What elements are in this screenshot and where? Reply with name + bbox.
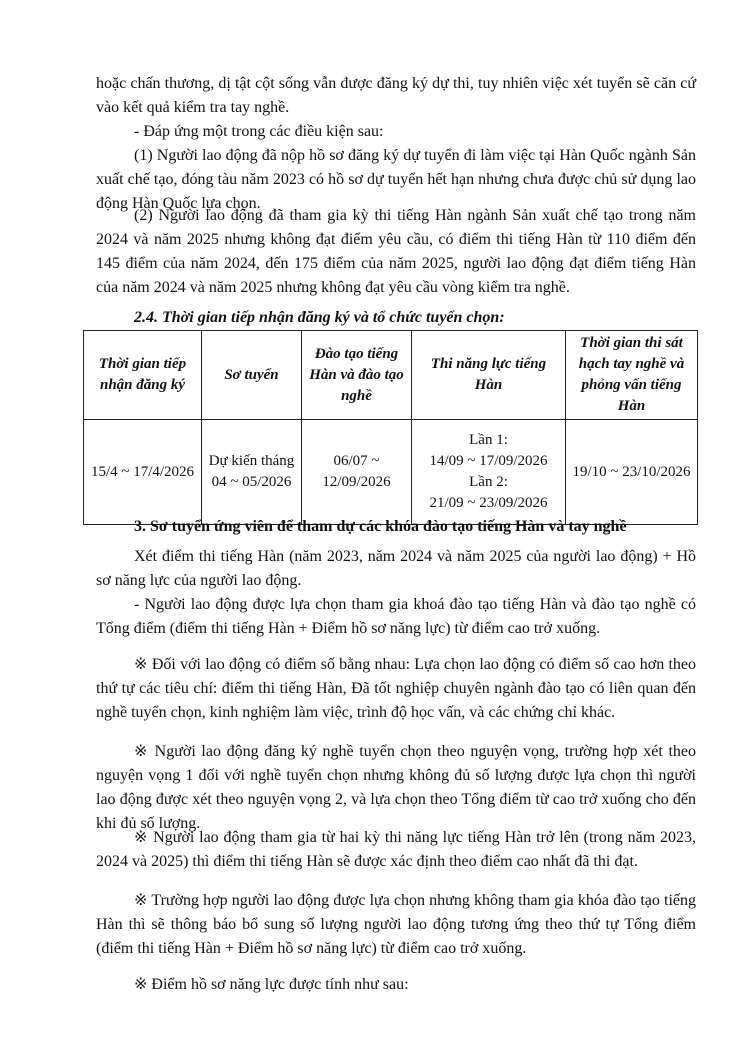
header-registration: Thời gian tiếp nhận đăng ký — [84, 331, 202, 420]
section-2-4-heading: 2.4. Thời gian tiếp nhận đăng ký và tổ chức tuyển chọn: — [134, 309, 505, 326]
condition-1: (1) Người lao động đã nộp hồ sơ đăng ký dự tuyển đi làm việc tại Hàn Quốc ngành Sản xuất chế tạo, đóng tàu năm 2023 có hồ sơ dự tuyển hết hạn nhưng chưa được chủ sử dụng lao động Hàn Quốc lựa chọn. — [96, 147, 696, 212]
header-korean-exam: Thi năng lực tiếng Hàn — [412, 331, 566, 420]
section-3-note-preferences: ※ Người lao động đăng ký nghề tuyển chọn theo nguyện vọng, trường hợp xét theo nguyện vọng 1 đối với nghề tuyển chọn nhưng không đủ số lượng được lựa chọn thì người lao động được xét theo nguyện vọng 2, và lựa chọn theo Tổng điểm từ cao trở xuống cho đến khi đủ số lượng. — [96, 743, 696, 832]
intro-continuation: hoặc chấn thương, dị tật cột sống vẫn được đăng ký dự thi, tuy nhiên việc xét tuyển sẽ căn cứ vào kết quả kiểm tra tay nghề. — [96, 75, 696, 116]
cell-korean-exam — [412, 420, 566, 525]
cell-screening: Dự kiến tháng 04 ~ 05/2026 — [202, 420, 302, 525]
exam-round1-dates: 14/09 ~ 17/09/2026 — [429, 453, 548, 469]
cell-skill-test: 19/10 ~ 23/10/2026 — [566, 420, 698, 525]
header-training: Đào tạo tiếng Hàn và đào tạo nghề — [302, 331, 412, 420]
cell-training: 06/07 ~ 12/09/2026 — [302, 420, 412, 525]
condition-intro: - Đáp ứng một trong các điều kiện sau: — [134, 123, 384, 140]
cell-registration: 15/4 ~ 17/4/2026 — [84, 420, 202, 525]
schedule-row — [84, 420, 698, 525]
schedule-table — [83, 330, 698, 525]
exam-round2-dates: 21/09 ~ 23/09/2026 — [429, 495, 548, 511]
header-skill-test: Thời gian thi sát hạch tay nghề và phỏng vấn tiếng Hàn — [566, 331, 698, 420]
section-3-note-replacement: ※ Trường hợp người lao động được lựa chọn nhưng không tham gia khóa đào tạo tiếng Hàn thì sẽ thông báo bổ sung số lượng người lao động tương ứng theo thứ tự Tổng điểm (điểm thi tiếng Hàn + Điểm hồ sơ năng lực) từ điểm cao trở xuống. — [96, 892, 696, 957]
section-3-paragraph-2: - Người lao động được lựa chọn tham gia khoá đào tạo tiếng Hàn và đào tạo nghề có Tổng điểm (điểm thi tiếng Hàn + Điểm hồ sơ năng lực) từ điểm cao trở xuống. — [96, 596, 696, 637]
section-3-paragraph-1: Xét điểm thi tiếng Hàn (năm 2023, năm 2024 và năm 2025 của người lao động) + Hồ sơ năng lực của người lao động. — [96, 548, 696, 589]
section-3-note-equal-scores: ※ Đối với lao động có điểm số bằng nhau: Lựa chọn lao động có điểm số cao hơn theo thứ tự các tiêu chí: điểm thi tiếng Hàn, Đã tốt nghiệp chuyên ngành đào tạo có liên quan đến nghề tuyển chọn, kinh nghiệm làm việc, trình độ học vấn, và các chứng chỉ khác. — [96, 656, 696, 721]
header-screening: Sơ tuyển — [202, 331, 302, 420]
section-3-note-multiple-exams: ※ Người lao động tham gia từ hai kỳ thi năng lực tiếng Hàn trở lên (trong năm 2023, 2024 và 2025) thì điểm thi tiếng Hàn sẽ được xác định theo điểm cao nhất đã thi đạt. — [96, 829, 696, 870]
exam-round2-label: Lần 2: — [469, 474, 508, 490]
condition-2: (2) Người lao động đã tham gia kỳ thi tiếng Hàn ngành Sản xuất chế tạo trong năm 2024 và năm 2025 nhưng không đạt điểm yêu cầu, có điểm thi tiếng Hàn từ 110 điểm đến 145 điểm của năm 2024, đến 175 điểm của năm 2025, người lao động đạt điểm tiếng Hàn của năm 2024 và năm 2025 nhưng không đạt yêu cầu vòng kiểm tra nghề. — [96, 207, 696, 296]
exam-round1-label: Lần 1: — [469, 432, 508, 448]
section-3-note-profile-score: ※ Điểm hồ sơ năng lực được tính như sau: — [134, 976, 409, 993]
section-3-heading: 3. Sơ tuyển ứng viên để tham dự các khóa đào tạo tiếng Hàn và tay nghề — [134, 518, 627, 535]
schedule-header-row — [84, 331, 698, 420]
